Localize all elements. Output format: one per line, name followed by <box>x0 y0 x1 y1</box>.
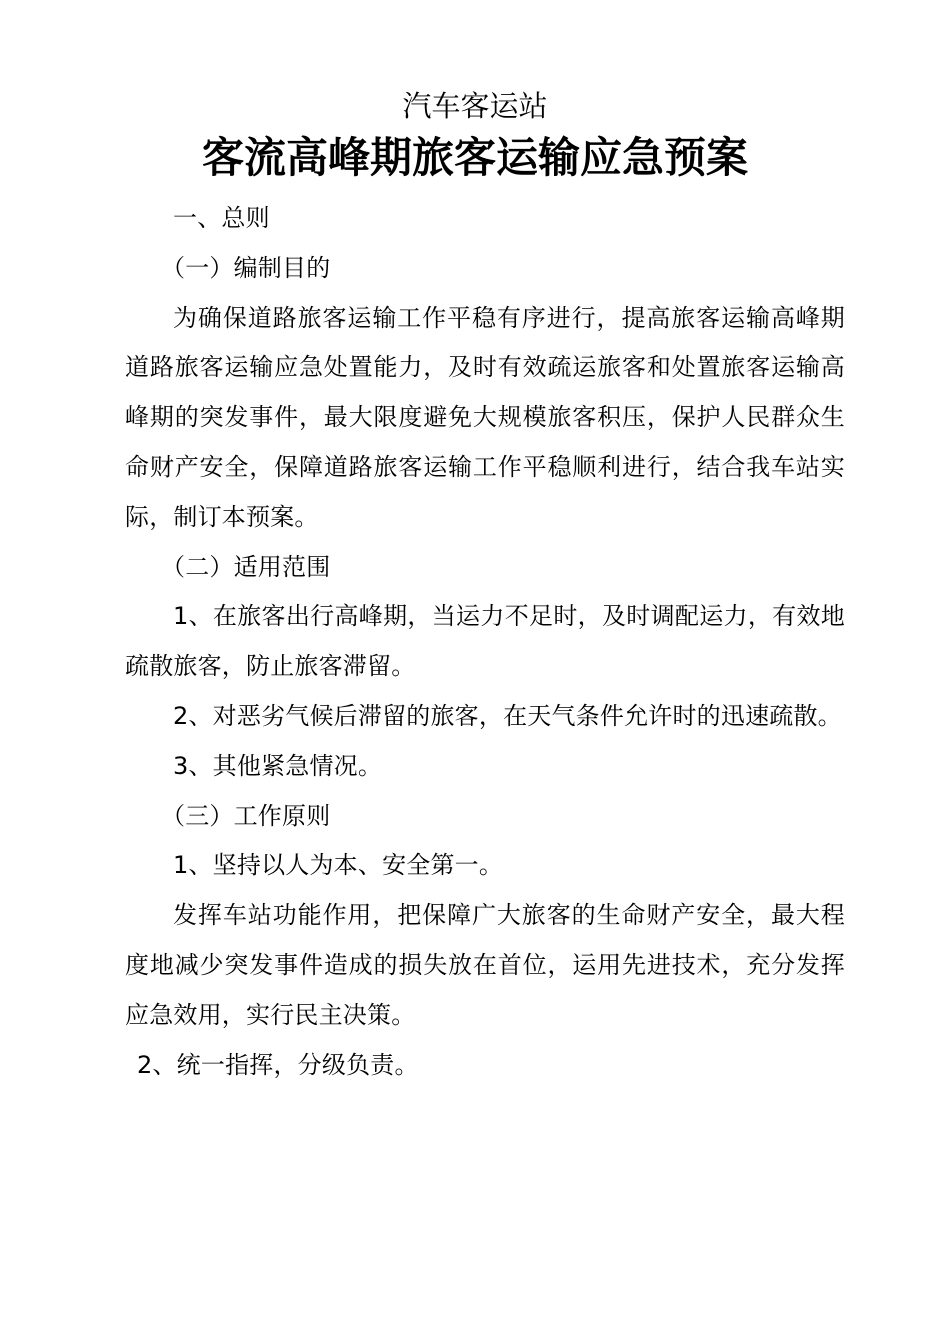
document-subtitle: 汽车客运站 <box>402 89 548 123</box>
section-heading-general: 一、总则 <box>173 204 270 232</box>
paragraph-principle-detail: 发挥车站功能作用，把保障广大旅客的生命财产安全，最大程度地减少突发事件造成的损失放在首位，运用先进技术，充分发挥应急效用，实行民主决策。 <box>125 901 845 1029</box>
subsection-heading-purpose: （一）编制目的 <box>161 253 331 282</box>
paragraph-principle-item-1: 1、坚持以人为本、安全第一。 <box>173 851 504 880</box>
paragraph-scope-item-3: 3、其他紧急情况。 <box>173 751 383 780</box>
subsection-heading-principles: （三）工作原则 <box>161 801 331 830</box>
paragraph-scope-item-2: 2、对恶劣气候后滞留的旅客，在天气条件允许时的迅速疏散。 <box>173 701 842 730</box>
paragraph-scope-item-1: 1、在旅客出行高峰期，当运力不足时，及时调配运力，有效地疏散旅客，防止旅客滞留。 <box>125 602 845 681</box>
document-title: 客流高峰期旅客运输应急预案 <box>201 133 748 182</box>
document-body <box>125 194 845 1090</box>
paragraph-principle-item-2: 2、统一指挥，分级负责。 <box>137 1050 419 1079</box>
subsection-heading-scope: （二）适用范围 <box>161 552 331 581</box>
paragraph-purpose: 为确保道路旅客运输工作平稳有序进行，提高旅客运输高峰期道路旅客运输应急处置能力，及时有效疏运旅客和处置旅客运输高峰期的突发事件，最大限度避免大规模旅客积压，保护人民群众生命财产安全，保障道路旅客运输工作平稳顺利进行，结合我车站实际，制订本预案。 <box>125 303 845 531</box>
